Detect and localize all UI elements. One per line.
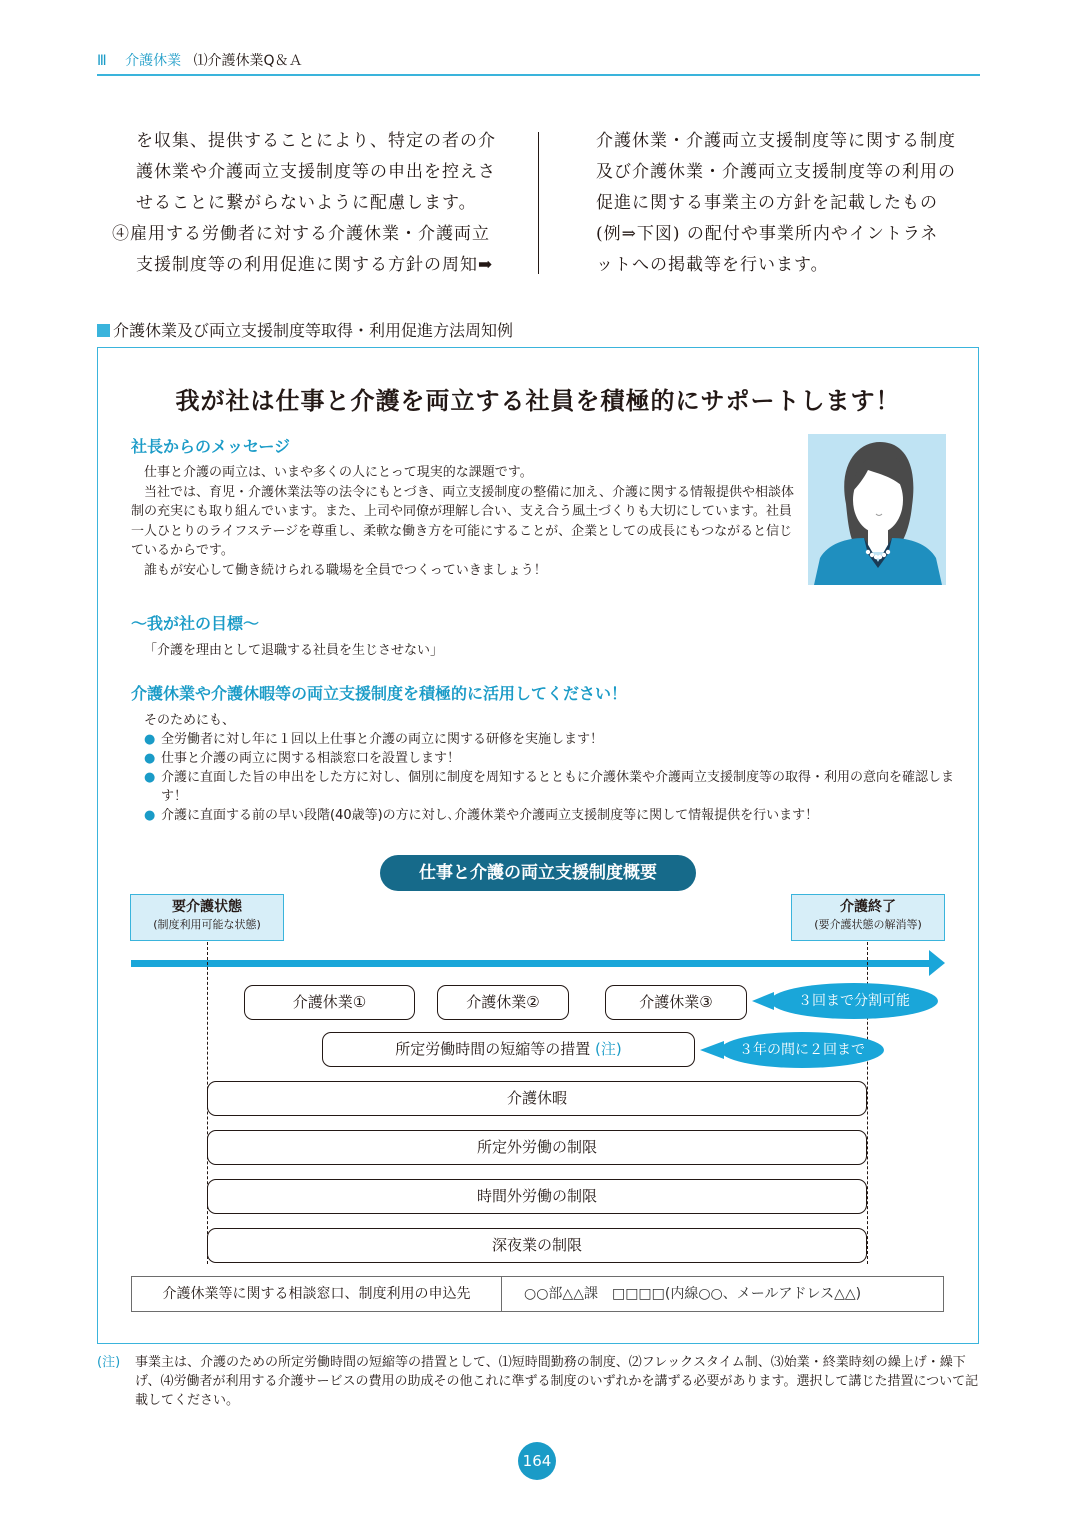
- intro-left-line: せることに繋がらないように配慮します。: [136, 193, 477, 213]
- extra-hours-limit-bar: 時間外労働の制限: [207, 1179, 867, 1214]
- use-body: [144, 711, 959, 825]
- intro-left-line: 支援制度等の利用促進に関する方針の周知➡: [136, 255, 494, 275]
- message-paragraph: 誰もが安心して働き続けられる職場を全員でつくっていきましょう！: [144, 562, 547, 578]
- footnote-text: 事業主は、介護のための所定労働時間の短縮等の措置として、⑴短時間勤務の制度、⑵フレックスタイム制、⑶始業・終業時刻の繰上げ・繰下げ、⑷労働者が利用する介護サービスの費用の助成その他これに準ずる制度のいずれかを講ずる必要があります。選択して講じた措置について記載してください。: [135, 1355, 979, 1408]
- short-hours-label: 所定労働時間の短縮等の措置: [395, 1040, 591, 1058]
- end-state-label: 介護終了: [840, 899, 896, 915]
- goal-text: 「介護を理由として退職する社員を生じさせない」: [144, 643, 444, 658]
- contact-value: ○○部△△課 □□□□(内線○○、メールアドレス△△): [524, 1286, 862, 1302]
- use-title: 介護休業や介護休暇等の両立支援制度を積極的に活用してください！: [131, 684, 628, 703]
- leave-period-1: 介護休業①: [244, 985, 415, 1020]
- contact-label: 介護休業等に関する相談窓口、制度利用の申込先: [132, 1277, 502, 1311]
- message-paragraph: 当社では、育児・介護休業法等の法令にもとづき、両立支援制度の整備に加え、介護に関する情報提供や相談体制の充実にも取り組んでいます。また、上司や同僚が理解し合い、支え合う風土づくりも大切にしています。社員一人ひとりのライフステージを尊重し、柔軟な働き方を可能にすることが、企業としての成長にもつながると信じているからです。: [131, 484, 795, 558]
- end-state-box: [791, 894, 945, 941]
- bullet-dot-icon: ●: [144, 732, 156, 747]
- message-title: 社長からのメッセージ: [131, 437, 291, 456]
- bullet-text: 全労働者に対し年に１回以上仕事と介護の両立に関する研修を実施します！: [161, 732, 604, 747]
- split-note-callout: ３回まで分割可能: [770, 983, 938, 1019]
- message-body: [131, 463, 796, 580]
- column-divider: [538, 132, 539, 274]
- page-number: 164: [518, 1442, 556, 1480]
- arrow-right-icon: [929, 950, 945, 976]
- intro-left-line: を収集、提供することにより、特定の者の介: [136, 131, 496, 151]
- footnote: [97, 1353, 982, 1410]
- subsection-title: ⑴介護休業Q＆Ａ: [193, 53, 303, 69]
- intro-right-column: [596, 126, 986, 281]
- intro-right-line: 介護休業・介護両立支援制度等に関する制度: [596, 131, 956, 151]
- bullet-item: [144, 730, 959, 749]
- start-state-box: [130, 894, 284, 941]
- intro-right-line: 促進に関する事業主の方針を記載したもの: [596, 193, 938, 213]
- header-rule: [97, 74, 980, 76]
- diagram-title-pill: 仕事と介護の両立支援制度概要: [380, 855, 696, 891]
- intro-left-column: [112, 126, 532, 281]
- timeline-arrow-line: [131, 960, 931, 967]
- example-headline: 我が社は仕事と介護を両立する社員を積極的にサポートします！: [175, 387, 901, 415]
- intro-left-line: 護休業や介護両立支援制度等の申出を控えさ: [136, 162, 496, 182]
- square-bullet-icon: [97, 324, 110, 337]
- short-hours-note-mark: (注): [595, 1040, 622, 1058]
- chapter-number: Ⅲ: [97, 53, 107, 69]
- leave-period-3: 介護休業③: [605, 985, 747, 1020]
- section-title-text: 介護休業及び両立支援制度等取得・利用促進方法周知例: [113, 321, 514, 340]
- intro-left-line: ④雇用する労働者に対する介護休業・介護両立: [112, 224, 490, 244]
- goal-title: 〜我が社の目標〜: [131, 614, 260, 633]
- footnote-mark: (注): [97, 1355, 121, 1370]
- intro-right-line: 及び介護休業・介護両立支援制度等の利用の: [596, 162, 956, 182]
- night-work-limit-bar: 深夜業の制限: [207, 1228, 867, 1263]
- bullet-text: 介護に直面した旨の申出をした方に対し、個別に制度を周知するとともに介護休業や介護両立支援制度等の取得・利用の意向を確認します！: [161, 770, 955, 804]
- bullet-dot-icon: ●: [144, 808, 156, 823]
- section-title: [97, 318, 513, 341]
- bullet-dot-icon: ●: [144, 770, 156, 785]
- start-state-sub: (制度利用可能な状態): [153, 918, 261, 931]
- intro-right-line: ットへの掲載等を行います。: [596, 255, 829, 275]
- bullet-text: 仕事と介護の両立に関する相談窓口を設置します！: [161, 751, 461, 766]
- bullet-text: 介護に直面する前の早い段階(40歳等)の方に対し､介護休業や介護両立支援制度等に関して情報提供を行います！: [161, 808, 819, 823]
- message-paragraph: 仕事と介護の両立は、いまや多くの人にとって現実的な課題です。: [144, 465, 533, 480]
- use-intro: そのためにも、: [144, 713, 236, 728]
- start-state-label: 要介護状態: [172, 899, 242, 915]
- bullet-item: [144, 806, 959, 825]
- contact-table: [131, 1276, 944, 1312]
- leave-period-2: 介護休業②: [437, 985, 569, 1020]
- short-hours-callout: ３年の間に２回まで: [720, 1032, 884, 1068]
- short-hours-measure: [322, 1032, 695, 1067]
- bullet-item: [144, 768, 959, 806]
- running-header: [97, 50, 303, 70]
- president-portrait-image: [808, 434, 946, 585]
- overtime-limit-bar: 所定外労働の制限: [207, 1130, 867, 1165]
- bullet-dot-icon: ●: [144, 751, 156, 766]
- care-leave-bar: 介護休暇: [207, 1081, 867, 1116]
- end-state-sub: (要介護状態の解消等): [814, 918, 922, 931]
- bullet-item: [144, 749, 959, 768]
- chapter-title: 介護休業: [125, 53, 182, 69]
- intro-right-line: (例⇒下図) の配付や事業所内やイントラネ: [596, 224, 939, 244]
